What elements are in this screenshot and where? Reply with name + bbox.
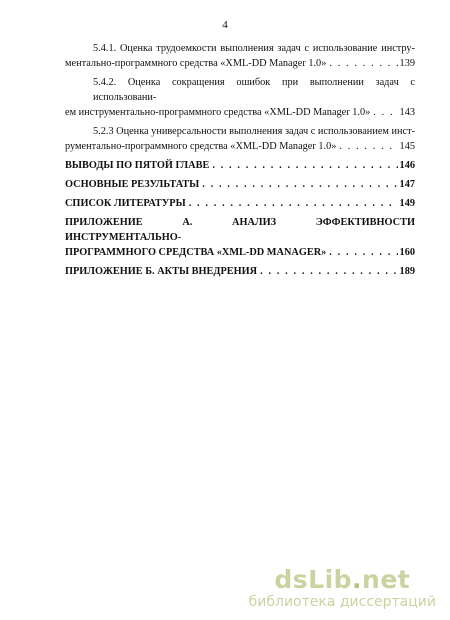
dot-leader — [189, 196, 398, 211]
toc-entry-title: ОСНОВНЫЕ РЕЗУЛЬТАТЫ — [65, 179, 200, 190]
page-number: 4 — [222, 19, 228, 31]
toc-entry-appendix-b — [65, 264, 415, 279]
toc-entry-5-2-3 — [65, 124, 415, 154]
toc-entry-main-results — [65, 177, 415, 192]
watermark-logo — [249, 566, 436, 610]
toc-entry-title: ВЫВОДЫ ПО ПЯТОЙ ГЛАВЕ — [65, 160, 210, 171]
toc-entry-text: ем инструментально-программного средства «XML-DD Manager 1.0» — [65, 107, 371, 118]
toc-page-number: 145 — [399, 141, 415, 152]
toc-entry-conclusions-chapter-5 — [65, 158, 415, 173]
watermark-subtitle: библиотека диссертаций — [248, 594, 436, 610]
toc-entry-title: СПИСОК ЛИТЕРАТУРЫ — [65, 198, 186, 209]
dot-leader — [329, 245, 397, 260]
toc-page-number: 143 — [399, 107, 415, 118]
toc-page-number: 139 — [399, 58, 415, 69]
toc-entry-text: ментально-программного средства «XML-DD Manager 1.0» — [65, 58, 327, 69]
dot-leader — [373, 105, 397, 120]
dot-leader — [212, 158, 397, 173]
toc-page-number: 160 — [399, 247, 415, 258]
table-of-contents — [65, 41, 415, 283]
toc-entry-5-4-2 — [65, 75, 415, 120]
dot-leader — [339, 139, 397, 154]
toc-page-number: 149 — [399, 198, 415, 209]
toc-entry-title: ПРИЛОЖЕНИЕ А. АНАЛИЗ ЭФФЕКТИВНОСТИ ИНСТРУМЕНТАЛЬНО- — [65, 217, 415, 243]
toc-page-number: 189 — [399, 266, 415, 277]
toc-entry-text: 5.4.1. Оценка трудоемкости выполнения задач с использование инстру- — [93, 43, 415, 54]
toc-entry-appendix-a — [65, 215, 415, 260]
toc-entry-references — [65, 196, 415, 211]
toc-entry-title: ПРОГРАММНОГО СРЕДСТВА «XML-DD MANAGER» — [65, 247, 327, 258]
toc-entry-text: 5.2.3 Оценка универсальности выполнения задач с использованием инст- — [93, 126, 416, 137]
toc-entry-text: рументально-программного средства «XML-DD Manager 1.0» — [65, 141, 337, 152]
toc-page-number: 146 — [399, 160, 415, 171]
toc-entry-title: ПРИЛОЖЕНИЕ Б. АКТЫ ВНЕДРЕНИЯ — [65, 266, 258, 277]
watermark-logo-text: dsLib.net — [274, 565, 411, 594]
toc-page-number: 147 — [399, 179, 415, 190]
toc-entry-text: 5.4.2. Оценка сокращения ошибок при выполнении задач с использовани- — [93, 77, 415, 103]
dot-leader — [329, 56, 397, 71]
dot-leader — [260, 264, 397, 279]
toc-entry-5-4-1 — [65, 41, 415, 71]
dot-leader — [202, 177, 397, 192]
